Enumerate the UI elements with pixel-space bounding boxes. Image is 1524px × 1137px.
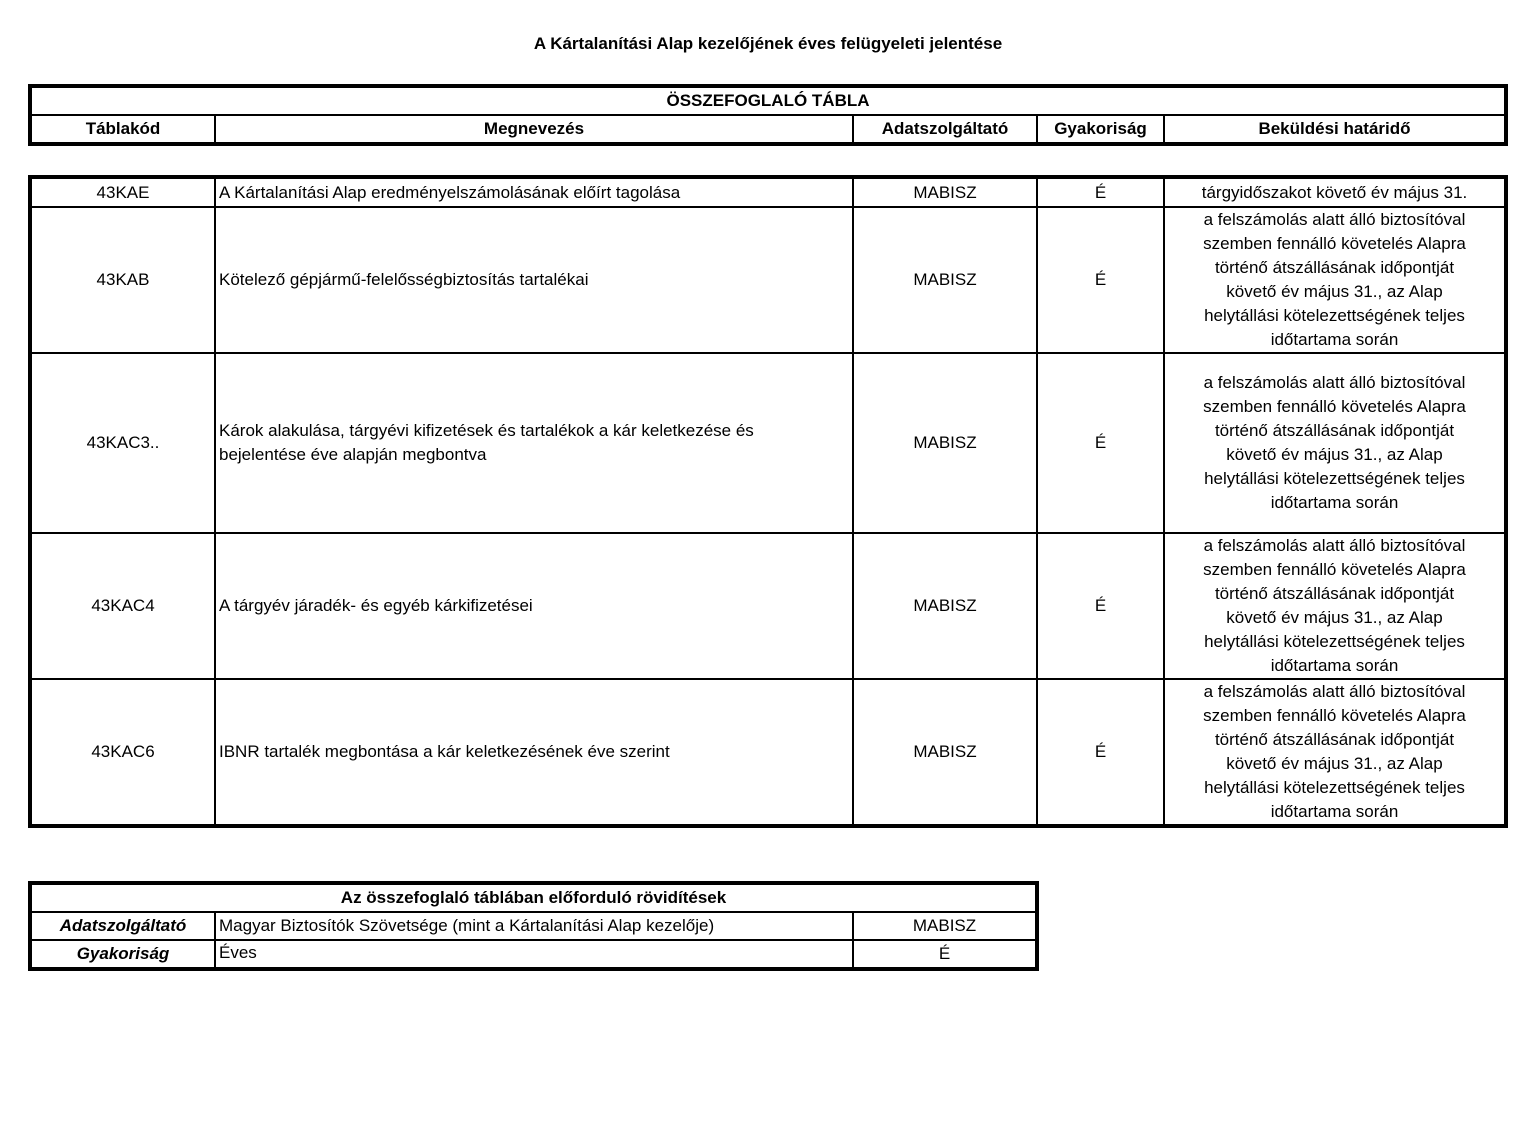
page-title: A Kártalanítási Alap kezelőjének éves felügyeleti jelentése <box>533 34 1003 53</box>
data-provider: MABISZ <box>853 353 1037 533</box>
table-description: Kötelező gépjármű-felelősségbiztosítás tartalékai <box>215 207 853 353</box>
column-header-deadline: Beküldési határidő <box>1164 115 1506 144</box>
table-description: IBNR tartalék megbontása a kár keletkezésének éve szerint <box>215 679 853 826</box>
table-row <box>30 940 1037 969</box>
abbreviation-meaning: Magyar Biztosítók Szövetsége (mint a Kártalanítási Alap kezelője) <box>215 912 853 940</box>
table-row <box>30 353 1506 533</box>
deadline-line: szemben fennálló követelés Alapra <box>1203 706 1466 725</box>
abbreviations-title: Az összefoglaló táblában előforduló rövidítések <box>30 883 1037 912</box>
deadline-line: történő átszállásának időpontját <box>1214 730 1455 749</box>
deadline-line: a felszámolás alatt álló biztosítóval <box>1203 682 1466 701</box>
table-row <box>30 679 1506 826</box>
submission-deadline <box>1164 207 1506 353</box>
data-provider: MABISZ <box>853 679 1037 826</box>
table-row <box>30 912 1037 940</box>
table-row <box>30 533 1506 679</box>
deadline-line: követő év május 31., az Alap <box>1226 608 1443 627</box>
table-description <box>215 353 853 533</box>
deadline-line: helytállási kötelezettségének teljes <box>1204 306 1465 325</box>
deadline-line: időtartama során <box>1270 656 1399 675</box>
column-header-code: Táblakód <box>30 115 215 144</box>
table-row <box>30 207 1506 353</box>
deadline-line: időtartama során <box>1270 493 1399 512</box>
table-code: 43KAB <box>30 207 215 353</box>
deadline-line: helytállási kötelezettségének teljes <box>1204 632 1465 651</box>
deadline-line: követő év május 31., az Alap <box>1226 445 1443 464</box>
submission-deadline <box>1164 353 1506 533</box>
frequency: É <box>1037 533 1164 679</box>
column-header-provider: Adatszolgáltató <box>853 115 1037 144</box>
deadline-line: időtartama során <box>1270 802 1399 821</box>
column-header-frequency: Gyakoriság <box>1037 115 1164 144</box>
abbreviation-code: MABISZ <box>853 912 1037 940</box>
deadline-line: történő átszállásának időpontját <box>1214 584 1455 603</box>
deadline-line: követő év május 31., az Alap <box>1226 282 1443 301</box>
summary-table-title: ÖSSZEFOGLALÓ TÁBLA <box>30 86 1506 115</box>
frequency: É <box>1037 207 1164 353</box>
deadline-line: tárgyidőszakot követő év május 31. <box>1201 182 1468 202</box>
deadline-line: szemben fennálló követelés Alapra <box>1203 234 1466 253</box>
deadline-line: helytállási kötelezettségének teljes <box>1204 469 1465 488</box>
column-header-name: Megnevezés <box>215 115 853 144</box>
deadline-line: időtartama során <box>1270 330 1399 349</box>
table-code: 43KAE <box>30 177 215 207</box>
deadline-line: a felszámolás alatt álló biztosítóval <box>1203 373 1466 392</box>
summary-table <box>28 175 1508 828</box>
deadline-line: történő átszállásának időpontját <box>1214 421 1455 440</box>
table-code: 43KAC4 <box>30 533 215 679</box>
submission-deadline <box>1164 177 1506 207</box>
abbreviations-table <box>28 881 1039 971</box>
deadline-line: szemben fennálló követelés Alapra <box>1203 397 1466 416</box>
abbreviation-code: É <box>853 940 1037 969</box>
frequency: É <box>1037 177 1164 207</box>
deadline-line: történő átszállásának időpontját <box>1214 258 1455 277</box>
frequency: É <box>1037 353 1164 533</box>
table-code: 43KAC3.. <box>30 353 215 533</box>
description-line: bejelentése éve alapján megbontva <box>219 445 487 464</box>
abbreviation-meaning: Éves <box>215 940 853 969</box>
deadline-line: helytállási kötelezettségének teljes <box>1204 778 1465 797</box>
table-description: A Kártalanítási Alap eredményelszámolásának előírt tagolása <box>215 177 853 207</box>
data-provider: MABISZ <box>853 177 1037 207</box>
deadline-line: a felszámolás alatt álló biztosítóval <box>1203 210 1466 229</box>
abbreviation-term: Gyakoriság <box>30 940 215 969</box>
data-provider: MABISZ <box>853 533 1037 679</box>
table-code: 43KAC6 <box>30 679 215 826</box>
data-provider: MABISZ <box>853 207 1037 353</box>
description-line: Károk alakulása, tárgyévi kifizetések és tartalékok a kár keletkezése és <box>219 421 754 440</box>
summary-header-table <box>28 84 1508 146</box>
submission-deadline <box>1164 679 1506 826</box>
deadline-line: szemben fennálló követelés Alapra <box>1203 560 1466 579</box>
deadline-line: követő év május 31., az Alap <box>1226 754 1443 773</box>
abbreviation-term: Adatszolgáltató <box>30 912 215 940</box>
frequency: É <box>1037 679 1164 826</box>
deadline-line: a felszámolás alatt álló biztosítóval <box>1203 536 1466 555</box>
submission-deadline <box>1164 533 1506 679</box>
table-description: A tárgyév járadék- és egyéb kárkifizetései <box>215 533 853 679</box>
table-row <box>30 177 1506 207</box>
